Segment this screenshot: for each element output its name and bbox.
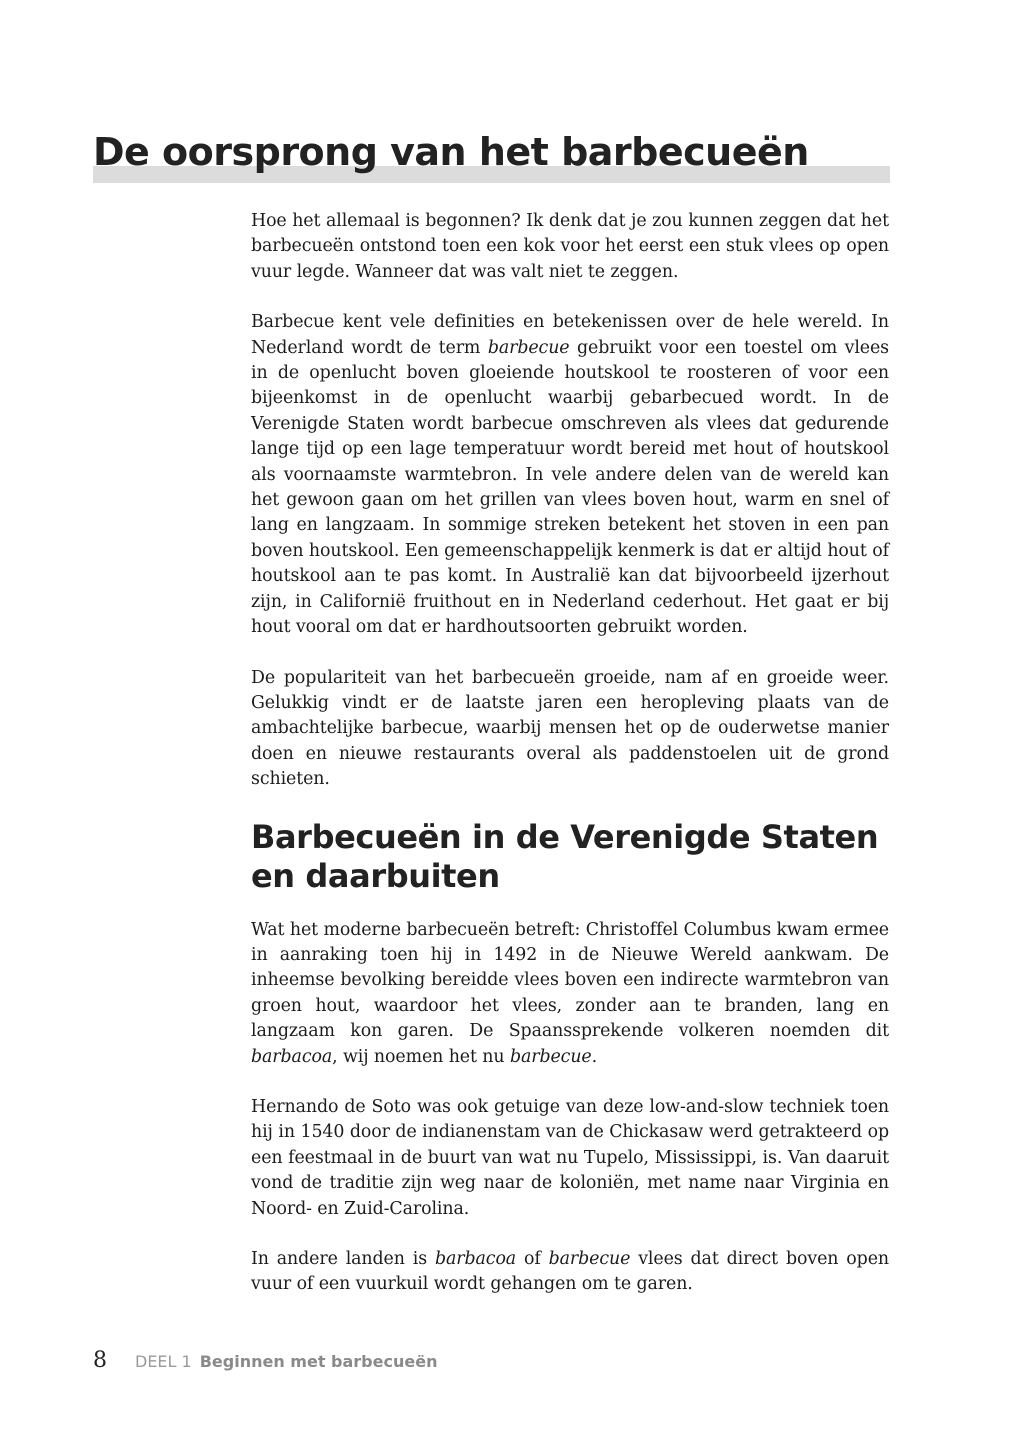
chapter-title-block: [93, 126, 890, 184]
paragraph: De populariteit van het barbecueën groeide, nam af en groeide weer. Gelukkig vindt er de laatste jaren een heropleving plaats van de ambachtelijke barbecue, waarbij mensen het op de ouderwetse manier doen en nieuwe restaurants overal als paddenstoelen uit de grond schieten.: [251, 667, 889, 790]
paragraph-with-italics: In andere landen is barbacoa of barbecue vlees dat direct boven open vuur of een vuurkuil wordt gehangen om te garen.: [251, 1249, 889, 1295]
page-number: 8: [93, 1348, 107, 1373]
italic-term: barbecue: [509, 1046, 592, 1067]
paragraph-with-italics: Wat het moderne barbecueën betreft: Christoffel Columbus kwam ermee in aanraking toen hij in 1492 in de Nieuwe Wereld aankwam. De inheemse bevolking bereidde vlees boven een indirecte warmtebron van groen hout, waardoor het vlees, zonder aan te branden, lang en langzaam kon garen. De Spaanssprekende volkeren noemden dit barbacoa, wij noemen het nu barbecue.: [251, 919, 889, 1067]
paragraph-with-italics: Barbecue kent vele definities en betekenissen over de hele wereld. In Nederland wordt de term barbecue gebruikt voor een toestel om vlees in de openlucht boven gloeiende houtskool te roosteren of voor een bijeenkomst in de openlucht waarbij gebarbecued wordt. In de Verenigde Staten wordt barbecue omschreven als vlees dat gedurende lange tijd op een lage temperatuur wordt bereid met hout of houtskool als voornaamste warmtebron. In vele andere delen van de wereld kan het gewoon gaan om het grillen van vlees boven hout, warm en snel of lang en langzaam. In sommige streken betekent het stoven in een pan boven houtskool. Een gemeenschappelijk kenmerk is dat er altijd hout of houtskool aan te pas komt. In Australië kan dat bijvoorbeeld ijzerhout zijn, in Californië fruithout en in Nederland cederhout. Het gaat er bij hout vooral om dat er hardhoutsoorten gebruikt worden.: [251, 312, 889, 638]
paragraph: Hoe het allemaal is begonnen? Ik denk dat je zou kunnen zeggen dat het barbecueën ontstond toen een kok voor het eerst een stuk vlees op open vuur legde. Wanneer dat was valt niet te zeggen.: [251, 211, 889, 282]
italic-term: barbacoa: [434, 1249, 517, 1269]
italic-term: barbecue: [487, 337, 570, 358]
italic-term: barbacoa: [251, 1046, 333, 1067]
page-footer: [93, 1348, 437, 1378]
italic-term: barbecue: [548, 1249, 631, 1269]
paragraph: Hernando de Soto was ook getuige van deze low-and-slow techniek toen hij in 1540 door de indianenstam van de Chickasaw werd getrakteerd op een feestmaal in de buurt van wat nu Tupelo, Mississippi, is. Van daaruit vond de traditie zijn weg naar de koloniën, met name naar Virginia en Noord- en Zuid-Carolina.: [251, 1096, 889, 1219]
body-column: [251, 209, 889, 1323]
part-label: DEEL 1: [135, 1352, 192, 1371]
chapter-title: De oorsprong van het barbecueën: [93, 130, 809, 174]
section-heading: Barbecueën in de Verenigde Staten en daarbuiten: [251, 817, 879, 895]
running-chapter-title: Beginnen met barbecueën: [199, 1352, 438, 1371]
